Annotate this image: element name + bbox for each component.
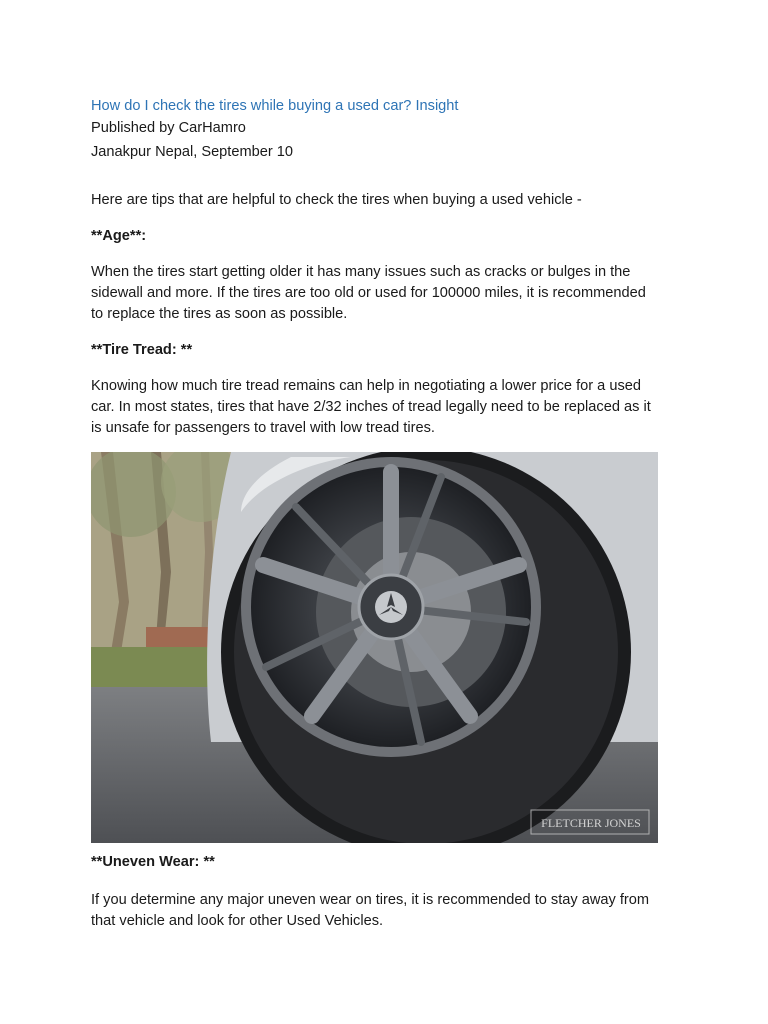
age-line-3: to replace the tires as soon as possible. xyxy=(91,306,348,322)
photo-watermark: FLETCHER JONES xyxy=(541,816,641,830)
publisher-line: Published by CarHamro xyxy=(91,120,246,136)
article-title: How do I check the tires while buying a used car? Insight xyxy=(91,98,459,114)
age-line-1: When the tires start getting older it has many issues such as cracks or bulges in the xyxy=(91,264,631,280)
uneven-line-1: If you determine any major uneven wear on tires, it is recommended to stay away from xyxy=(91,892,650,908)
tread-line-3: is unsafe for passengers to travel with low tread tires. xyxy=(91,420,435,436)
tread-line-2: car. In most states, tires that have 2/32 inches of tread legally need to be replaced as it xyxy=(91,399,651,415)
tread-line-1: Knowing how much tire tread remains can help in negotiating a lower price for a used xyxy=(91,378,642,394)
dateline: Janakpur Nepal, September 10 xyxy=(91,144,294,160)
section-heading-uneven-wear: **Uneven Wear: ** xyxy=(91,854,215,870)
uneven-line-2: that vehicle and look for other Used Vehicles. xyxy=(91,913,384,929)
section-heading-tire-tread: **Tire Tread: ** xyxy=(91,342,193,358)
intro-paragraph: Here are tips that are helpful to check the tires when buying a used vehicle - xyxy=(91,192,582,208)
age-line-2: sidewall and more. If the tires are too old or used for 100000 miles, it is recommended xyxy=(91,285,646,301)
tire-photo xyxy=(91,452,658,843)
section-heading-age: **Age**: xyxy=(91,228,147,244)
